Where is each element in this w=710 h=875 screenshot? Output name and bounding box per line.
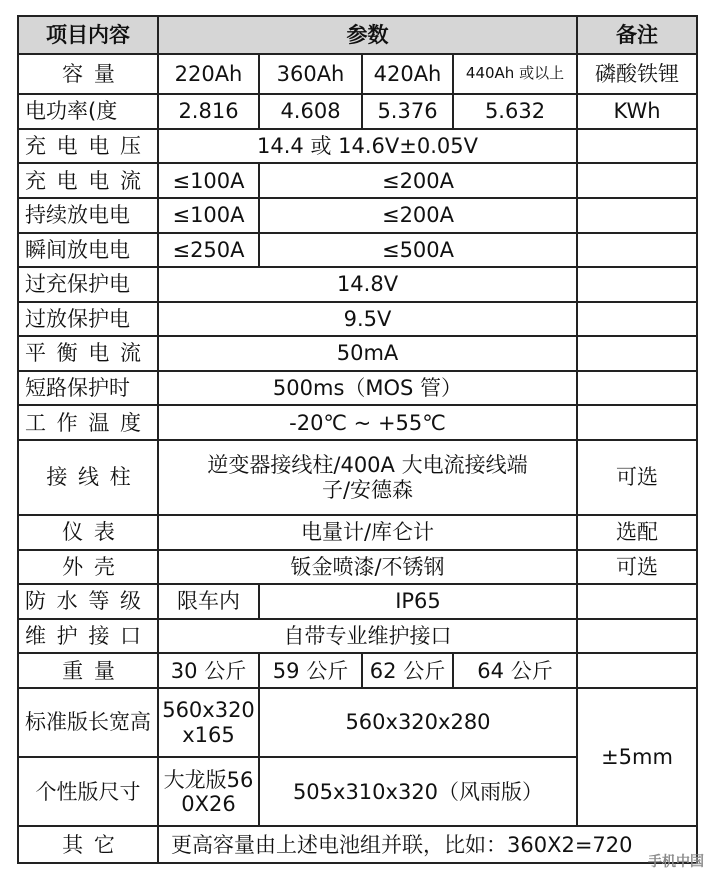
- row-meter: [18, 515, 697, 550]
- cell-value: 505x310x320（风雨版）: [259, 757, 577, 826]
- cell-value: 大龙版560X26: [158, 757, 259, 826]
- cell-value: ≤200A: [259, 198, 577, 233]
- cell-note: 选配: [577, 515, 697, 550]
- cell-value: 420Ah: [362, 54, 453, 95]
- row-short-circuit: [18, 371, 697, 406]
- cell-note: [577, 198, 697, 233]
- row-label: 个性版尺寸: [18, 757, 158, 826]
- cell-value: 30 公斤: [158, 653, 259, 688]
- row-standard-size: [18, 688, 697, 757]
- row-label: 充 电 电 压: [18, 129, 158, 164]
- row-label: 电功率(度: [18, 94, 158, 129]
- cell-value: 电量计/库仑计: [158, 515, 577, 550]
- cell-value: 500ms（MOS 管）: [158, 371, 577, 406]
- cell-value: 59 公斤: [259, 653, 362, 688]
- cell-value: 9.5V: [158, 302, 577, 337]
- cell-note: ±5mm: [577, 688, 697, 826]
- watermark-logo: 手机中国: [648, 854, 704, 870]
- cell-value: 5.632: [453, 94, 577, 129]
- row-terminal: [18, 440, 697, 515]
- cell-value: 更高容量由上述电池组并联，比如：360X2=720: [158, 826, 697, 863]
- row-maintenance-port: [18, 619, 697, 654]
- cell-value: 440Ah 或以上: [453, 54, 577, 95]
- header-params: 参数: [158, 16, 577, 54]
- row-label: 平 衡 电 流: [18, 336, 158, 371]
- cell-value: 逆变器接线柱/400A 大电流接线端子/安德森: [158, 440, 577, 515]
- cell-value: 自带专业维护接口: [158, 619, 577, 654]
- row-overdischarge-protection: [18, 302, 697, 337]
- row-waterproof: [18, 584, 697, 619]
- cell-value: -20℃ ~ +55℃: [158, 405, 577, 440]
- row-label: 短路保护时: [18, 371, 158, 406]
- cell-note: [577, 371, 697, 406]
- cell-note: [577, 129, 697, 164]
- cell-value: ≤100A: [158, 198, 259, 233]
- row-label: 持续放电电: [18, 198, 158, 233]
- row-label: 其 它: [18, 826, 158, 863]
- cell-note: [577, 267, 697, 302]
- cell-value: 220Ah: [158, 54, 259, 95]
- cell-value: ≤250A: [158, 233, 259, 268]
- row-label: 过放保护电: [18, 302, 158, 337]
- row-label: 容 量: [18, 54, 158, 95]
- row-label: 标准版长宽高: [18, 688, 158, 757]
- cell-note: 可选: [577, 440, 697, 515]
- cell-value: 4.608: [259, 94, 362, 129]
- cell-value: 560x320x280: [259, 688, 577, 757]
- row-housing: [18, 550, 697, 585]
- header-item: 项目内容: [18, 16, 158, 54]
- row-charge-current: [18, 163, 697, 198]
- cell-value: 64 公斤: [453, 653, 577, 688]
- cell-value: IP65: [259, 584, 577, 619]
- row-label: 工 作 温 度: [18, 405, 158, 440]
- cell-value: 62 公斤: [362, 653, 453, 688]
- cell-value: 360Ah: [259, 54, 362, 95]
- cell-note: [577, 302, 697, 337]
- row-label: 仪 表: [18, 515, 158, 550]
- row-operating-temp: [18, 405, 697, 440]
- cell-note: 可选: [577, 550, 697, 585]
- row-energy: [18, 94, 697, 129]
- cell-value: 限车内: [158, 584, 259, 619]
- cell-value: 14.8V: [158, 267, 577, 302]
- cell-note: [577, 233, 697, 268]
- cell-note: [577, 405, 697, 440]
- row-label: 重 量: [18, 653, 158, 688]
- cell-note: [577, 584, 697, 619]
- cell-value: 50mA: [158, 336, 577, 371]
- row-label: 维 护 接 口: [18, 619, 158, 654]
- row-label: 防 水 等 级: [18, 584, 158, 619]
- cell-value: 钣金喷漆/不锈钢: [158, 550, 577, 585]
- cell-value: 560x320x165: [158, 688, 259, 757]
- cell-value: ≤200A: [259, 163, 577, 198]
- cell-note: [577, 163, 697, 198]
- cell-note: [577, 336, 697, 371]
- header-row: [18, 16, 697, 54]
- cell-value: 2.816: [158, 94, 259, 129]
- row-label: 过充保护电: [18, 267, 158, 302]
- row-instant-discharge: [18, 233, 697, 268]
- row-label: 充 电 电 流: [18, 163, 158, 198]
- row-continuous-discharge: [18, 198, 697, 233]
- cell-note: [577, 653, 697, 688]
- header-note: 备注: [577, 16, 697, 54]
- row-weight: [18, 653, 697, 688]
- cell-note: 磷酸铁锂: [577, 54, 697, 95]
- row-overcharge-protection: [18, 267, 697, 302]
- row-label: 瞬间放电电: [18, 233, 158, 268]
- cell-value: 5.376: [362, 94, 453, 129]
- row-label: 外 壳: [18, 550, 158, 585]
- row-other: [18, 826, 697, 863]
- row-balance-current: [18, 336, 697, 371]
- cell-value: ≤100A: [158, 163, 259, 198]
- row-charge-voltage: [18, 129, 697, 164]
- spec-table: [17, 15, 698, 864]
- row-capacity: [18, 54, 697, 95]
- cell-note: [577, 619, 697, 654]
- cell-value: 14.4 或 14.6V±0.05V: [158, 129, 577, 164]
- row-label: 接 线 柱: [18, 440, 158, 515]
- cell-value: ≤500A: [259, 233, 577, 268]
- cell-note: KWh: [577, 94, 697, 129]
